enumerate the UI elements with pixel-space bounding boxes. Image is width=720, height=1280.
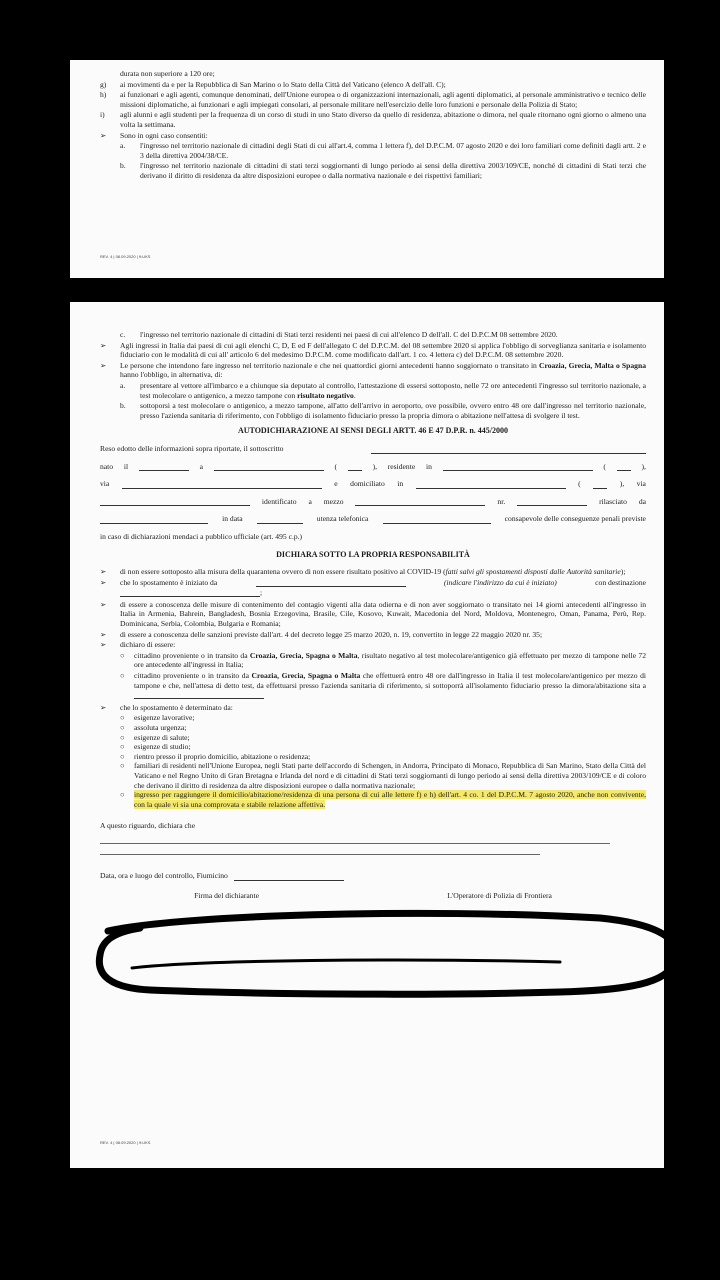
list-item: h) ai funzionari e agli agenti, comunque denominati, dell'Unione europea o di organizzazioni internazionali, agli agenti diplomatici, al personale amministrativo e tecnico delle missioni diplomatiche, ai funzionari e agli impiegati consolari, al personale militare nell'esercizio delle loro funzioni e personale della Polizia di Stato; [100,90,646,109]
street-field[interactable] [122,480,322,489]
issuer-field[interactable] [100,515,208,524]
address-field[interactable] [100,497,250,506]
bullet-item: ➢ che lo spostamento è determinato da: [100,702,233,712]
section-title-dichiara: DICHIARA SOTTO LA PROPRIA RESPONSABILITÀ [276,549,470,559]
name-field[interactable] [371,445,646,454]
declaration-line[interactable] [100,843,610,844]
bullet-item: ➢ di non essere sottoposto alla misura della quarantena ovvero di non essere risultato positivo al COVID-19 (fatti salvi gli spostamenti disposti dalle Autorità sanitarie); [100,567,626,577]
revision-footer: REV. 4 | 08.09.2020 | 9:UKS [100,254,151,259]
reason-item[interactable]: ○ familiari di residenti nell'Unione Europea, negli Stati parte dell'accordo di Schengen, in Andorra, Principato di Monaco, Repubblica di San Marino, Stato della Città del Vaticano e nel Regno Unito di Gran Bretagna e Irlanda del nord e di cittadini di Stati terzi soggiornanti di lungo periodo ai sensi della direttiva 2003/109/CE e di coloro che derivano il diritto di residenza da altre disposizioni europee o dalla normativa nazionale; [120,761,646,790]
reason-item-highlighted[interactable]: ○ ingresso per raggiungere il domicilio/abitazione/residenza di una persona di cui alle lettere f) e h) dell'art. 4 co. 1 del D.P.C.M. 7 agosto 2020, anche non convivente, con la quale vi sia una comprovata e stabile relazione affettiva. [120,790,646,809]
document-number-field[interactable] [517,497,587,506]
form-line-identificato: identificato a mezzo nr. rilasciato da [100,497,646,507]
list-item: b. l'ingresso nel territorio nazionale di cittadini di stati terzi soggiornanti di lungo periodo ai sensi della direttiva 2003/109/CE, nonché di cittadini di Stati terzi che derivano il diritto di residenza da altre disposizioni europee o dalla normativa nazionale e dei rispettivi familiari; [120,161,646,180]
list-item: a. l'ingresso nel territorio nazionale di cittadini degli Stati di cui all'art.4, comma 1 lettera f), del D.P.C.M. 07 agosto 2020 e dei loro familiari come definiti dagli artt. 2 e 3 della direttiva 2004/38/CE. [120,141,646,160]
list-item: c. l'ingresso nel territorio nazionale di cittadini di Stati terzi residenti nei paesi di cui all'elenco D dell'all. C del D.P.C.M 08 settembre 2020. [120,330,558,339]
list-item: durata non superiore a 120 ore; [120,69,215,78]
bullet-item: ➢ di essere a conoscenza delle misure di contenimento del contagio vigenti alla data odierna e di non aver soggiornato o transitato nei 14 giorni antecedenti all'ingresso in Italia in Armenia, Bahrein, Bangladesh, Bosnia Erzegovina, Brasile, Cile, Kosovo, Kuwait, Macedonia del Nord, Moldova, Montenegro, Oman, Panama, Perù, Rep. Dominicana, Serbia, Colombia, Bulgaria e Romania; [100,599,646,629]
bullet-item: ➢ Le persone che intendono fare ingresso nel territorio nazionale e che nei quattordici giorni antecedenti hanno soggiornato o transitato in Croazia, Grecia, Malta o Spagna hanno l'obbligo, in alternativa, di: [100,360,646,380]
penal-note: in caso di dichiarazioni mendaci a pubblico ufficiale (art. 495 c.p.) [100,531,303,541]
form-line-data: Data, ora e luogo del controllo, Fiumicino [100,871,646,881]
reason-item[interactable]: ○ assoluta urgenza; [120,723,187,732]
list-item: ○ cittadino proveniente o in transito da Croazia, Grecia, Spagna o Malta, risultato negativo al test molecolare/antigenico già effettuato per mezzo di tampone nelle 72 ore antecedente all'ingressi in Italia; [120,650,646,670]
list-item: ○ cittadino proveniente o in transito da Croazia, Grecia, Spagna o Malta che effettuerà entro 48 ore dall'ingresso in Italia il test molecolare/antigenico per mezzo di tampone e che, nell'attesa di detto test, da effettuarsi presso l'azienda sanitaria di riferimento, si sottoporrà all'isolamento fiduciario presso la dimora/abitazione sita a [100,671,646,702]
list-item: g) ai movimenti da e per la Repubblica di San Marino o lo Stato della Città del Vaticano (elenco A dell'all. C); [100,79,446,89]
birth-date-field[interactable] [139,462,189,471]
destination-field[interactable] [120,588,260,597]
document-type-field[interactable] [355,497,485,506]
domicile-field[interactable] [416,480,566,489]
departure-address-field[interactable] [256,578,406,587]
declaration-note: A questo riguardo, dichiara che [100,821,646,855]
birth-place-field[interactable] [214,462,324,471]
reason-item[interactable]: ○ esigenze lavorative; [120,713,195,723]
isolation-address-field[interactable] [134,690,264,699]
form-line-via: via e domiciliato in ( ), via [100,479,646,489]
list-item: b. sottoporsi a test molecolare o antigenico, a mezzo tampone, all'atto dell'arrivo in aeroporto, ove possibile, ovvero entro 48 ore dall'ingresso nel territorio nazionale, presso l'azienda sanitaria di riferimento, con l'obbligo di isolamento fiduciario presso la propria dimora o abitazione nell'attesa di svolgere il test. [120,401,646,420]
signature-officer: L'Operatore di Polizia di Frontiera [447,890,552,900]
document-page-2: c. l'ingresso nel territorio nazionale di cittadini di Stati terzi residenti nei paesi di cui all'elenco D dell'all. C del D.P.C.M 08 settembre 2020. ➢ Agli ingressi in Italia dai paesi di cui agli elenchi C, D, E ed F dell'allegato C del D.P.C.M. del 08 settembre 2020 si applica l'obbligo di sorveglianza sanitaria e isolamento fiduciario con le modalità di cui all' articolo 6 del medesimo D.P.C.M. come modificato dall'art. 1 co. 4 lettera c) del D.P.C.M. 08 settembre 2020. ➢ Le persone che intendono fare ingresso nel territorio nazionale e che nei quattordici giorni antecedenti hanno soggiornato o transitato in Croazia, Grecia, Malta o Spagna hanno l'obbligo, in alternativa, di: a. presentare al vettore all'imbarco e a chiunque sia deputato al controllo, l'attestazione di essersi sottoposto, nelle 72 ore antecedenti l'ingresso sul territorio nazionale, a test molecolare o antigenico, a mezzo tampone con risultato negativo. b. sottoporsi a test molecolare o antigenico, a mezzo tampone, all'atto dell'arrivo in aeroporto, ove possibile, ovvero entro 48 ore dall'ingresso nel territorio nazionale, presso l'azienda sanitaria di riferimento, con l'obbligo di isolamento fiduciario presso la propria dimora o abitazione nell'attesa di svolgere il test. AUTODICHIARAZIONE AI SENSI DEGLI ARTT. 46 E 47 D.P.R. n. 445/2000 Reso edotto delle informazioni sopra riportate, il sottoscritto nato il a ( ), residente in ( ), via e domiciliato in ( ), via identificato a mezzo nr. rilasciato da in data utenza telefonica consapevole delle conseguenze penali previste in caso di dichiarazioni mendaci a pubblico ufficiale (art. 495 c.p.) DICHIARA SOTTO LA PROPRIA RESPONSABILITÀ ➢ di non essere sottoposto alla misura della quarantena ovvero di non essere risultato positivo al COVID-19 (fatti salvi gli spostamenti disposti dalle Autorità sanitarie); ➢ che lo spostamento è iniziato da (indicare l'indirizzo da cui è iniziato) con destinazione ; ➢ di essere a conoscenza delle misure di contenimento del contagio vigenti alla data odierna e di non aver soggiornato o transitato nei 14 giorni antecedenti all'ingresso in Italia in Armenia, Bahrein, Bangladesh, Bosnia Erzegovina, Brasile, Cile, Kosovo, Kuwait, Macedonia del Nord, Moldova, Montenegro, Oman, Panama, Perù, Rep. Dominicana, Serbia, Colombia, Bulgaria e Romania; ➢ di essere a conoscenza delle sanzioni previste dall'art. 4 del decreto legge 25 marzo 2020, n. 19, convertito in legge 22 maggio 2020 nr. 35; ➢ dichiaro di essere: ○ cittadino proveniente o in transito da Croazia, Grecia, Spagna o Malta, risultato negativo al test molecolare/antigenico già effettuato per mezzo di tampone nelle 72 ore antecedente all'ingressi in Italia; ○ cittadino proveniente o in transito da Croazia, Grecia, Spagna o Malta che effettuerà entro 48 ore dall'ingresso in Italia il test molecolare/antigenico per mezzo di tampone e che, nell'attesa di detto test, da effettuarsi presso l'azienda sanitaria di riferimento, si sottoporrà all'isolamento fiduciario presso la dimora/abitazione sita a ➢ che lo spostamento è determinato da: ○ esigenze lavorative; ○ assoluta urgenza; ○ esigenze di salute; ○ esigenze di studio; ○ rientro presso il proprio domicilio, abitazione o residenza; ○ familiari di residenti nell'Unione Europea, negli Stati parte dell'accordo di Schengen, in Andorra, Principato di Monaco, Repubblica di San Marino, Stato della Città del Vaticano e nel Regno Unito di Gran Bretagna e Irlanda del nord e di cittadini di Stati terzi soggiornanti di lungo periodo ai sensi della direttiva 2003/109/CE e di coloro che derivano il diritto di residenza da altre disposizioni europee o dalla normativa nazionale; ○ ingresso per raggiungere il domicilio/abitazione/residenza di una persona di cui alle lettere f) e h) dell'art. 4 co. 1 del D.P.C.M. 7 agosto 2020, anche non convivente, con la quale vi sia una comprovata e stabile relazione affettiva. A questo riguardo, dichiara che Data, ora e luogo del controllo, Fiumicino Firma del dichiarante L'Operatore di Polizia di Frontiera REV. 4 | 08.09.2020 | 9:UKS [70,302,664,1168]
section-title: AUTODICHIARAZIONE AI SENSI DEGLI ARTT. 46 E 47 D.P.R. n. 445/2000 [237,426,509,436]
reason-item[interactable]: ○ rientro presso il proprio domicilio, abitazione o residenza; [120,751,311,761]
reason-item[interactable]: ○ esigenze di salute; [120,732,190,742]
form-line-nato: nato il a ( ), residente in ( ), [100,461,646,471]
phone-field[interactable] [383,515,491,524]
residence-field[interactable] [443,462,593,471]
signature-declarant: Firma del dichiarante [194,890,260,900]
list-item: a. presentare al vettore all'imbarco e a chiunque sia deputato al controllo, l'attestazione di essersi sottoposto, nelle 72 ore antecedenti l'ingresso sul territorio nazionale, a test molecolare o antigenico, a mezzo tampone con risultato negativo. [120,380,646,400]
bullet-item: ➢ dichiaro di essere: [100,640,176,650]
document-page-1 [70,60,664,278]
form-line-reso: Reso edotto delle informazioni sopra riportate, il sottoscritto [100,444,646,454]
form-line-indata: in data utenza telefonica consapevole delle conseguenze penali previste [100,514,646,524]
revision-footer: REV. 4 | 08.09.2020 | 9:UKS [100,1140,151,1145]
issue-date-field[interactable] [257,515,303,524]
declaration-line[interactable] [100,854,540,855]
reason-item[interactable]: ○ esigenze di studio; [120,742,191,752]
control-datetime-field[interactable] [234,872,344,881]
bullet-item: ➢ Sono in ogni caso consentiti: [100,130,208,140]
bullet-item: ➢ che lo spostamento è iniziato da (indicare l'indirizzo da cui è iniziato) con destinazione [100,577,646,587]
signatures [100,891,646,901]
bullet-item: ➢ Agli ingressi in Italia dai paesi di cui agli elenchi C, D, E ed F dell'allegato C del D.P.C.M. del 08 settembre 2020 si applica l'obbligo di sorveglianza sanitaria e isolamento fiduciario con le modalità di cui all' articolo 6 del medesimo D.P.C.M. come modificato dall'art. 1 co. 4 lettera c) del D.P.C.M. 08 settembre 2020. [100,340,646,360]
bullet-item: ➢ di essere a conoscenza delle sanzioni previste dall'art. 4 del decreto legge 25 marzo 2020, n. 19, convertito in legge 22 maggio 2020 nr. 35; [100,629,543,639]
list-item: i) agli alunni e agli studenti per la frequenza di un corso di studi in uno Stato diverso da quello di residenza, abitazione o dimora, nel quale ritornano ogni giorno o almeno una volta la settimana. [100,110,646,129]
